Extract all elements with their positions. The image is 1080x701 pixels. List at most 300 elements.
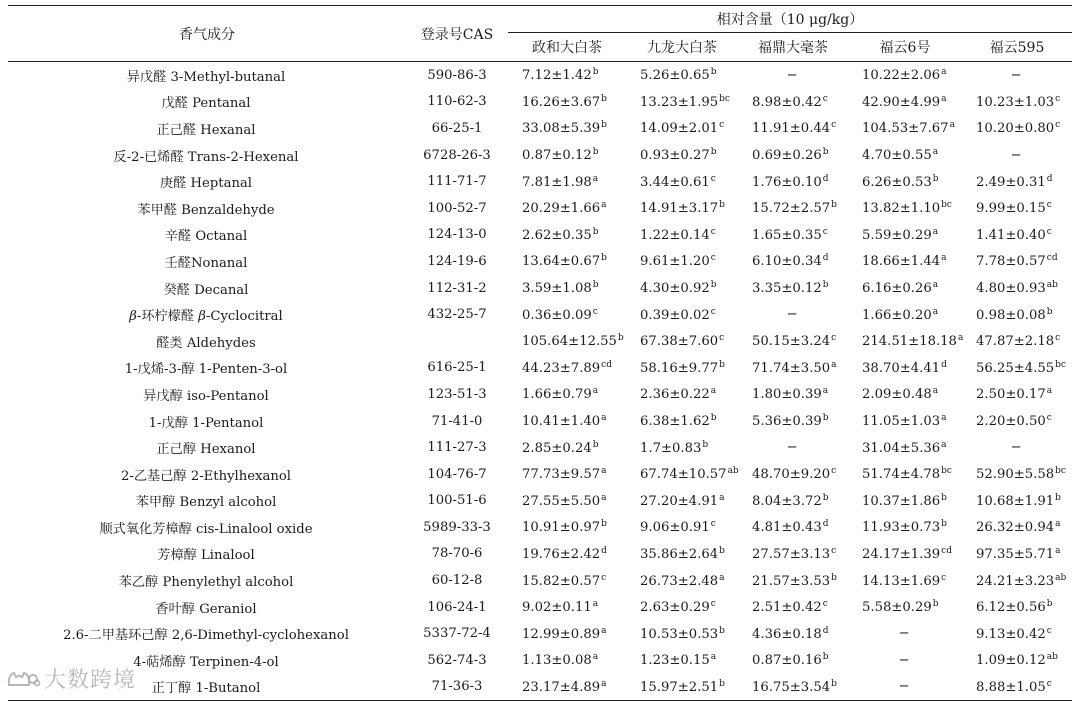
compound-name-cn: 正丁醇 <box>151 681 192 697</box>
header-sample-5: 福云595 <box>989 40 1045 56</box>
content-value <box>738 541 848 568</box>
significance-letter: c <box>592 306 598 317</box>
significance-letter: a <box>932 306 939 317</box>
content-value <box>626 434 738 461</box>
compound-name <box>8 301 406 328</box>
content-value <box>962 514 1072 541</box>
content-value <box>738 408 848 435</box>
compound-name <box>8 514 406 541</box>
significance-letter: a <box>719 492 725 503</box>
value-text: 9.61±1.20 <box>640 254 710 270</box>
value-text: 97.35±5.71 <box>976 546 1055 562</box>
significance-letter: c <box>831 466 837 477</box>
value-text: 51.74±4.78 <box>862 467 941 483</box>
compound-name-en: Decanal <box>194 282 249 298</box>
table-row <box>8 168 1072 195</box>
content-value <box>848 408 962 435</box>
header-sample-3: 福鼎大毫茶 <box>758 40 828 56</box>
compound-name-cn: 苯甲醛 <box>137 202 177 218</box>
significance-letter: c <box>1055 333 1061 344</box>
significance-letter: a <box>822 386 829 397</box>
value-text: 1.80±0.39 <box>752 387 822 403</box>
cas-number: 111-71-7 <box>427 174 487 190</box>
content-value <box>848 248 962 275</box>
value-text: 20.29±1.66 <box>522 201 601 217</box>
content-value <box>962 275 1072 302</box>
value-text: 6.10±0.34 <box>752 254 822 270</box>
content-value <box>508 195 626 222</box>
value-text: 10.53±0.53 <box>640 626 719 642</box>
significance-letter: b <box>822 492 829 503</box>
significance-letter: d <box>1046 173 1053 184</box>
content-value <box>848 222 962 249</box>
value-text: − <box>786 307 798 323</box>
watermark <box>6 663 136 694</box>
content-value <box>508 301 626 328</box>
value-text: 50.15±3.24 <box>752 334 831 350</box>
significance-letter: c <box>1046 413 1052 424</box>
cas-number: 110-62-3 <box>427 94 487 110</box>
value-text: 10.20±0.80 <box>976 121 1055 137</box>
compound-name-cn: 癸醛 <box>163 282 190 298</box>
value-text: 11.91±0.44 <box>752 121 831 137</box>
value-text: 5.26±0.65 <box>640 68 710 84</box>
significance-letter: ab <box>1055 572 1067 583</box>
value-text: 4.80±0.93 <box>976 281 1046 297</box>
content-value <box>848 461 962 488</box>
significance-letter: b <box>822 147 829 158</box>
significance-letter: bc <box>719 93 730 104</box>
content-value <box>508 594 626 621</box>
compound-name-cn: 戊醛 <box>161 96 188 112</box>
table-row <box>8 567 1072 594</box>
significance-letter: a <box>949 120 955 131</box>
content-value <box>508 541 626 568</box>
significance-letter: b <box>719 678 725 689</box>
significance-letter: a <box>941 439 947 450</box>
value-text: 6.12±0.56 <box>976 600 1046 616</box>
value-text: 13.82±1.10 <box>862 201 941 217</box>
value-text: 104.53±7.67 <box>862 121 949 137</box>
content-value <box>626 567 738 594</box>
significance-letter: c <box>831 120 837 131</box>
content-value <box>962 301 1072 328</box>
significance-letter: a <box>932 280 939 291</box>
content-value <box>738 168 848 195</box>
significance-letter: a <box>1055 545 1061 556</box>
content-value <box>962 62 1072 89</box>
content-value <box>738 301 848 328</box>
value-text: 14.13±1.69 <box>862 573 941 589</box>
significance-letter: ab <box>1046 280 1058 291</box>
compound-name-cn: 苯乙醇 <box>118 575 159 591</box>
cas-number: 60-12-8 <box>431 573 483 589</box>
compound-name-en: 2-Ethylhexanol <box>190 468 291 484</box>
header-cas: 登录号CAS <box>406 6 508 62</box>
significance-letter: d <box>941 359 947 370</box>
content-value <box>738 355 848 382</box>
content-value <box>738 62 848 89</box>
table-row <box>8 461 1072 488</box>
compound-name-cn: 1-戊烯-3-醇 <box>124 362 195 378</box>
cas-number <box>406 328 508 355</box>
compound-name <box>8 408 406 435</box>
significance-letter: b <box>831 678 837 689</box>
cas-number: 66-25-1 <box>431 120 483 136</box>
content-value <box>508 514 626 541</box>
compound-name <box>8 222 406 249</box>
beta-symbol: β <box>129 309 137 325</box>
significance-letter: a <box>592 173 599 184</box>
compound-name <box>8 567 406 594</box>
compound-name-en: β-Cyclocitral <box>198 309 283 325</box>
value-text: − <box>1010 67 1022 83</box>
value-text: 2.51±0.42 <box>752 600 822 616</box>
content-value <box>962 222 1072 249</box>
cas-number: 112-31-2 <box>427 280 487 296</box>
compound-name <box>8 328 406 355</box>
significance-letter: a <box>710 652 717 663</box>
content-value <box>738 461 848 488</box>
cas-number: 71-41-0 <box>431 413 483 429</box>
significance-letter: c <box>822 599 828 610</box>
content-value <box>508 434 626 461</box>
table-body <box>8 62 1072 701</box>
content-value <box>626 461 738 488</box>
significance-letter: b <box>592 147 599 158</box>
compound-name-cn: 2-乙基己醇 <box>121 468 187 484</box>
content-value <box>626 248 738 275</box>
value-text: − <box>898 626 910 642</box>
content-value <box>738 567 848 594</box>
compound-name <box>8 275 406 302</box>
compound-name-en: 2,6-Dimethyl-cyclohexanol <box>171 628 349 644</box>
content-value <box>848 488 962 515</box>
value-text: 15.82±0.57 <box>522 573 601 589</box>
table-row <box>8 62 1072 89</box>
content-value <box>962 381 1072 408</box>
significance-letter: cd <box>601 359 612 370</box>
compound-name-cn: 正己醛 <box>156 122 197 138</box>
content-value <box>962 355 1072 382</box>
significance-letter: b <box>710 147 717 158</box>
value-text: 8.88±1.05 <box>976 679 1046 695</box>
cas-number: 124-13-0 <box>427 227 487 243</box>
compound-name-en: Pentanal <box>192 96 251 112</box>
value-text: 8.04±3.72 <box>752 493 822 509</box>
significance-letter: a <box>601 413 607 424</box>
compound-name <box>8 461 406 488</box>
content-value <box>962 434 1072 461</box>
content-value <box>848 567 962 594</box>
content-value <box>848 195 962 222</box>
value-text: 11.05±1.03 <box>862 414 941 430</box>
compound-name-cn: 反-2-已烯醛 <box>113 149 184 165</box>
significance-letter: b <box>719 359 725 370</box>
content-value <box>508 62 626 89</box>
value-text: 27.57±3.13 <box>752 546 831 562</box>
content-value <box>962 620 1072 647</box>
value-text: 24.17±1.39 <box>862 546 941 562</box>
significance-letter: d <box>822 173 829 184</box>
content-value <box>626 594 738 621</box>
value-text: 24.21±3.23 <box>976 573 1055 589</box>
header-aroma-component: 香气成分 <box>8 6 406 62</box>
value-text: 16.26±3.67 <box>522 94 601 110</box>
value-text: 58.16±9.77 <box>640 360 719 376</box>
content-value <box>848 620 962 647</box>
compound-name-en: 1-Pentanol <box>192 415 264 431</box>
content-value <box>508 115 626 142</box>
value-text: 33.08±5.39 <box>522 121 601 137</box>
value-text: 44.23±7.89 <box>522 360 601 376</box>
value-text: − <box>786 440 798 456</box>
value-text: 11.93±0.73 <box>862 520 941 536</box>
significance-letter: ab <box>727 466 739 477</box>
table-row <box>8 541 1072 568</box>
significance-letter: c <box>719 120 725 131</box>
value-text: − <box>898 679 910 695</box>
significance-letter: c <box>1046 200 1052 211</box>
cas-number: 562-74-3 <box>427 652 487 668</box>
significance-letter: cd <box>941 545 952 556</box>
value-text: 26.32±0.94 <box>976 520 1055 536</box>
compound-name-cn: 顺式氧化芳樟醇 <box>99 521 192 537</box>
compound-name <box>8 541 406 568</box>
value-text: 0.98±0.08 <box>976 307 1046 323</box>
content-value <box>848 434 962 461</box>
table-row <box>8 275 1072 302</box>
header-sample-4: 福云6号 <box>879 40 931 56</box>
value-text: 15.72±2.57 <box>752 201 831 217</box>
compound-name-cn: 香叶醇 <box>155 601 195 617</box>
value-text: 0.36±0.09 <box>522 307 592 323</box>
value-text: 2.20±0.50 <box>976 414 1046 430</box>
cas-number: 124-19-6 <box>427 253 487 269</box>
value-text: 31.04±5.36 <box>862 440 941 456</box>
compound-name-en: Benzyl alcohol <box>179 495 277 511</box>
compound-name <box>8 142 406 169</box>
content-value <box>508 647 626 674</box>
significance-letter: a <box>601 678 607 689</box>
content-value <box>626 195 738 222</box>
compound-name-cn: 2.6-二甲基环己醇 <box>63 628 168 644</box>
value-text: 1.65±0.35 <box>752 227 822 243</box>
content-value <box>738 434 848 461</box>
value-text: − <box>898 652 910 668</box>
value-text: 10.22±2.06 <box>862 68 941 84</box>
content-value <box>508 488 626 515</box>
content-value <box>738 594 848 621</box>
value-text: 2.49±0.31 <box>976 174 1046 190</box>
significance-letter: a <box>941 413 947 424</box>
value-text: 6.38±1.62 <box>640 414 710 430</box>
value-text: 5.58±0.29 <box>862 600 932 616</box>
table-row <box>8 115 1072 142</box>
significance-letter: c <box>1055 93 1061 104</box>
cat-logo-icon <box>6 669 40 689</box>
value-text: 4.81±0.43 <box>752 520 822 536</box>
significance-letter: b <box>941 492 947 503</box>
significance-letter: c <box>831 333 837 344</box>
compound-name <box>8 115 406 142</box>
value-text: 10.68±1.91 <box>976 493 1055 509</box>
value-text: 3.35±0.12 <box>752 281 822 297</box>
compound-name <box>8 355 406 382</box>
value-text: − <box>786 67 798 83</box>
table-row <box>8 222 1072 249</box>
significance-letter: c <box>1046 625 1052 636</box>
significance-letter: a <box>957 333 964 344</box>
significance-letter: c <box>710 253 716 264</box>
significance-letter: a <box>932 386 939 397</box>
content-value <box>626 620 738 647</box>
significance-letter: b <box>702 439 709 450</box>
content-value <box>962 488 1072 515</box>
content-value <box>962 647 1072 674</box>
significance-letter: a <box>941 67 947 78</box>
value-text: 2.63±0.29 <box>640 600 710 616</box>
value-text: 13.64±0.67 <box>522 254 601 270</box>
value-text: 2.62±0.35 <box>522 227 592 243</box>
watermark-text: 大数跨境 <box>44 668 137 693</box>
compound-name-en: 3-Methyl-butanal <box>170 69 286 85</box>
content-value <box>738 620 848 647</box>
significance-letter: b <box>822 652 829 663</box>
content-value <box>626 355 738 382</box>
content-value <box>962 89 1072 116</box>
value-text: 1.66±0.79 <box>522 387 592 403</box>
value-text: 1.66±0.20 <box>862 307 932 323</box>
value-text: − <box>1010 440 1022 456</box>
compound-name-cn: 苯甲醇 <box>135 495 176 511</box>
value-text: 6.26±0.53 <box>862 174 932 190</box>
compound-name-cn: 异戊醇 <box>143 388 183 404</box>
compound-name-cn: 芳樟醇 <box>157 548 197 564</box>
value-text: 1.41±0.40 <box>976 227 1046 243</box>
value-text: 3.59±1.08 <box>522 281 592 297</box>
value-text: 10.41±1.40 <box>522 414 601 430</box>
value-text: 7.78±0.57 <box>976 254 1046 270</box>
value-text: 0.39±0.02 <box>640 307 710 323</box>
table-row <box>8 434 1072 461</box>
content-value <box>962 248 1072 275</box>
compound-name-en: Linalool <box>201 548 255 564</box>
value-text: 2.36±0.22 <box>640 387 710 403</box>
content-value <box>962 461 1072 488</box>
significance-letter: ab <box>1046 652 1058 663</box>
compound-name <box>8 62 406 89</box>
cas-number: 100-51-6 <box>427 493 487 509</box>
cas-number: 6728-26-3 <box>423 147 491 163</box>
value-text: 27.20±4.91 <box>640 493 719 509</box>
compound-name-en: Hexanol <box>200 442 256 458</box>
header-sample-2: 九龙大白茶 <box>647 40 717 56</box>
value-text: 16.75±3.54 <box>752 679 831 695</box>
content-value <box>738 248 848 275</box>
content-value <box>508 408 626 435</box>
content-value <box>508 355 626 382</box>
content-value <box>848 594 962 621</box>
table-row <box>8 89 1072 116</box>
significance-letter: a <box>601 200 607 211</box>
content-value <box>508 674 626 701</box>
value-text: 5.59±0.29 <box>862 227 932 243</box>
value-text: 26.73±2.48 <box>640 573 719 589</box>
significance-letter: b <box>719 625 725 636</box>
significance-letter: bc <box>1055 359 1066 370</box>
content-value <box>962 328 1072 355</box>
value-text: 21.57±3.53 <box>752 573 831 589</box>
value-text: 47.87±2.18 <box>976 334 1055 350</box>
significance-letter: bc <box>941 200 952 211</box>
significance-letter: b <box>1055 492 1061 503</box>
compound-name-en: 1-Penten-3-ol <box>198 362 288 378</box>
table-row <box>8 142 1072 169</box>
table-row <box>8 195 1072 222</box>
significance-letter: a <box>932 147 939 158</box>
content-value <box>848 355 962 382</box>
table-row <box>8 674 1072 701</box>
compound-name-cn: 辛醛 <box>164 229 192 245</box>
significance-letter: b <box>932 599 939 610</box>
content-value <box>738 89 848 116</box>
significance-letter: bc <box>941 466 952 477</box>
content-value <box>626 647 738 674</box>
value-text: 2.50±0.17 <box>976 387 1046 403</box>
compound-name-en: Terpinen-4-ol <box>189 654 279 670</box>
value-text: 1.22±0.14 <box>640 227 710 243</box>
table-row <box>8 408 1072 435</box>
significance-letter: c <box>822 226 828 237</box>
content-value <box>626 275 738 302</box>
significance-letter: c <box>831 545 837 556</box>
compound-name-cn: 庚醛 <box>159 176 187 192</box>
significance-letter: a <box>710 386 717 397</box>
compound-name-cn: 1-戊醇 <box>148 415 188 431</box>
table-row <box>8 328 1072 355</box>
cas-number: 71-36-3 <box>431 679 483 695</box>
content-value <box>508 142 626 169</box>
value-text: 2.09±0.48 <box>862 387 932 403</box>
value-text: 6.16±0.26 <box>862 281 932 297</box>
value-text: 42.90±4.99 <box>862 94 941 110</box>
compound-name-en: iso-Pentanol <box>186 388 269 404</box>
value-text: 1.13±0.08 <box>522 653 592 669</box>
value-text: 1.09±0.12 <box>976 653 1046 669</box>
value-text: 4.36±0.18 <box>752 626 822 642</box>
significance-letter: b <box>601 253 607 264</box>
significance-letter: a <box>592 652 599 663</box>
significance-letter: a <box>941 253 947 264</box>
significance-letter: a <box>601 492 607 503</box>
compound-name-en: Trans-2-Hexenal <box>187 149 299 165</box>
compound-name-cn: 异戊醛 <box>126 69 167 85</box>
compound-name-en: Hexanal <box>200 122 256 138</box>
value-text: 7.81±1.98 <box>522 174 592 190</box>
value-text: 0.87±0.12 <box>522 148 592 164</box>
value-text: 214.51±18.18 <box>862 334 957 350</box>
aroma-table <box>8 5 1072 701</box>
cas-number: 616-25-1 <box>427 360 487 376</box>
significance-letter: c <box>710 226 716 237</box>
value-text: 0.87±0.16 <box>752 653 822 669</box>
significance-letter: b <box>932 173 939 184</box>
value-text: 52.90±5.58 <box>976 467 1055 483</box>
cas-number: 432-25-7 <box>427 307 487 323</box>
compound-name <box>8 488 406 515</box>
content-value <box>738 275 848 302</box>
